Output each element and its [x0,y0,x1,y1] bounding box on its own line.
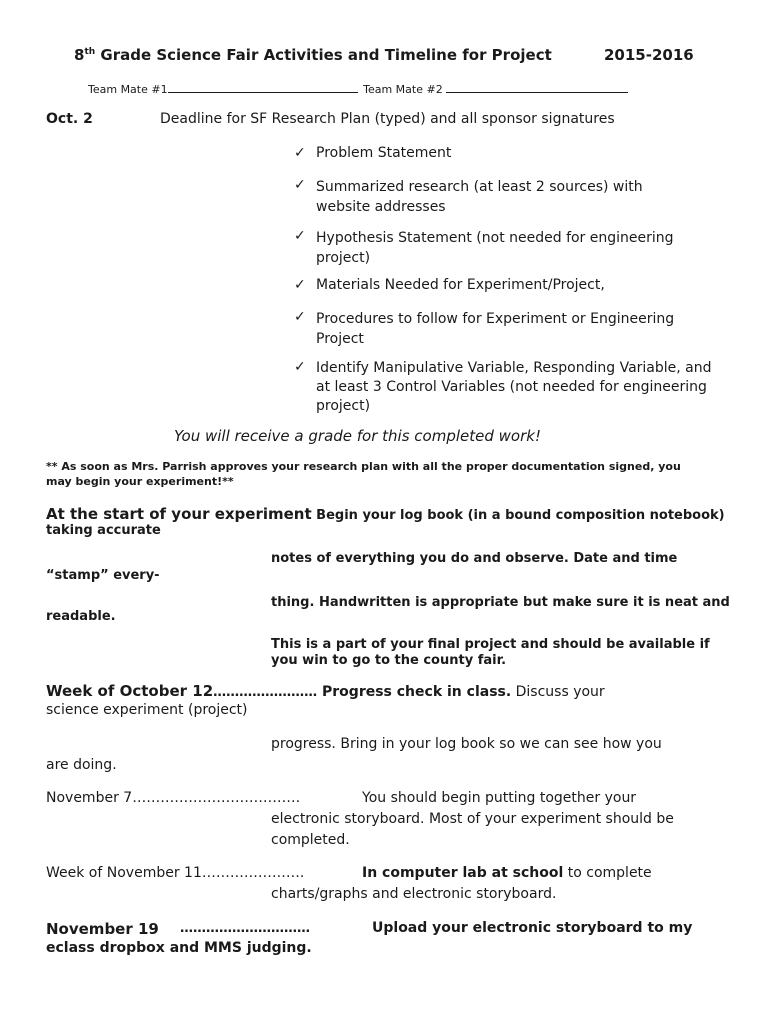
checklist-item [294,228,724,268]
oct12-line1 [46,681,605,700]
oct12-text: progress. Bring in your log book so we can see how you [271,736,662,752]
grade-note: You will receive a grade for this completed work! [174,427,541,445]
nov11-text: charts/graphs and electronic storyboard. [271,886,557,902]
page-title [74,46,552,64]
oct12-bold: Progress check in class. [317,684,512,700]
teammate-row [88,80,628,96]
start-heading: At the start of your experiment [46,505,312,523]
start-line1 [46,504,725,523]
oct12-date: Week of October 12 [46,682,214,700]
check-icon: ✓ [294,309,306,325]
start-text: thing. Handwritten is appropriate but make sure it is neat and [271,595,730,610]
check-icon: ✓ [294,277,306,293]
check-icon: ✓ [294,145,306,161]
teammate1-label: Team Mate #1 [88,83,168,96]
nov7-text: electronic storyboard. Most of your experiment should be [271,811,674,827]
nov7-line1 [46,790,300,806]
teammate2-label: Team Mate #2 [363,83,443,96]
nov7-date: November 7 [46,790,133,806]
oct12-text: are doing. [46,757,117,773]
approval-note-line1: ** As soon as Mrs. Parrish approves your research plan with all the proper documentation signed, you [46,460,681,473]
nov11-date: Week of November 11 [46,865,202,881]
start-text: This is a part of your final project and should be available if [271,637,710,652]
check-icon: ✓ [294,228,306,244]
nov11-bold: In computer lab at school [362,865,564,881]
nov7-text: You should begin putting together your [362,790,637,806]
checklist-item-text: Summarized research (at least 2 sources) with website addresses [316,179,643,215]
nov7-dots: ……………………………… [132,790,301,806]
nov7-text: completed. [271,832,350,848]
checklist-item [294,177,714,217]
teammate2-field[interactable] [446,80,628,93]
start-text: taking accurate [46,523,161,538]
check-icon: ✓ [294,359,306,375]
oct2-text: Deadline for SF Research Plan (typed) and all sponsor signatures [160,111,615,127]
oct12-text: Discuss your [511,684,605,700]
start-text: “stamp” every- [46,568,160,583]
start-text: Begin your log book (in a bound composition notebook) [311,508,725,523]
start-text: readable. [46,609,116,624]
nov11-text: to complete [563,865,652,881]
check-icon: ✓ [294,177,306,193]
oct12-dots: …………………… [213,685,318,700]
title-superscript: th [84,47,96,57]
nov19-text: eclass dropbox and MMS judging. [46,940,312,956]
nov11-line1b [362,865,652,881]
start-text: you win to go to the county fair. [271,653,507,668]
teammate1-field[interactable] [168,80,358,93]
nov19-text: Upload your electronic storyboard to my [372,920,693,936]
nov11-line1 [46,865,304,881]
checklist-item-text: Materials Needed for Experiment/Project, [316,277,605,293]
nov19-date: November 19 [46,920,159,938]
oct12-text: science experiment (project) [46,702,248,718]
checklist-item [294,277,724,297]
checklist-item-text: Procedures to follow for Experiment or Engineering Project [316,311,675,347]
checklist-item-text: Hypothesis Statement (not needed for engineering project) [316,230,674,266]
nov11-dots: …………………. [201,865,305,881]
school-year: 2015-2016 [604,46,694,64]
title-number: 8 [74,46,85,64]
checklist-item [294,359,724,419]
start-text: notes of everything you do and observe. Date and time [271,551,678,566]
checklist-item [294,309,724,349]
checklist-item-text: Identify Manipulative Variable, Responding Variable, and at least 3 Control Variables (not needed for engineering project) [316,360,712,414]
nov19-line1 [46,919,159,938]
checklist-item-text: Problem Statement [316,145,452,161]
checklist-item [294,145,724,165]
oct2-date: Oct. 2 [46,111,93,127]
approval-note-line2: may begin your experiment!** [46,475,234,488]
nov19-dots: ………………………… [180,921,310,936]
title-text: Grade Science Fair Activities and Timeline for Project [95,46,552,64]
